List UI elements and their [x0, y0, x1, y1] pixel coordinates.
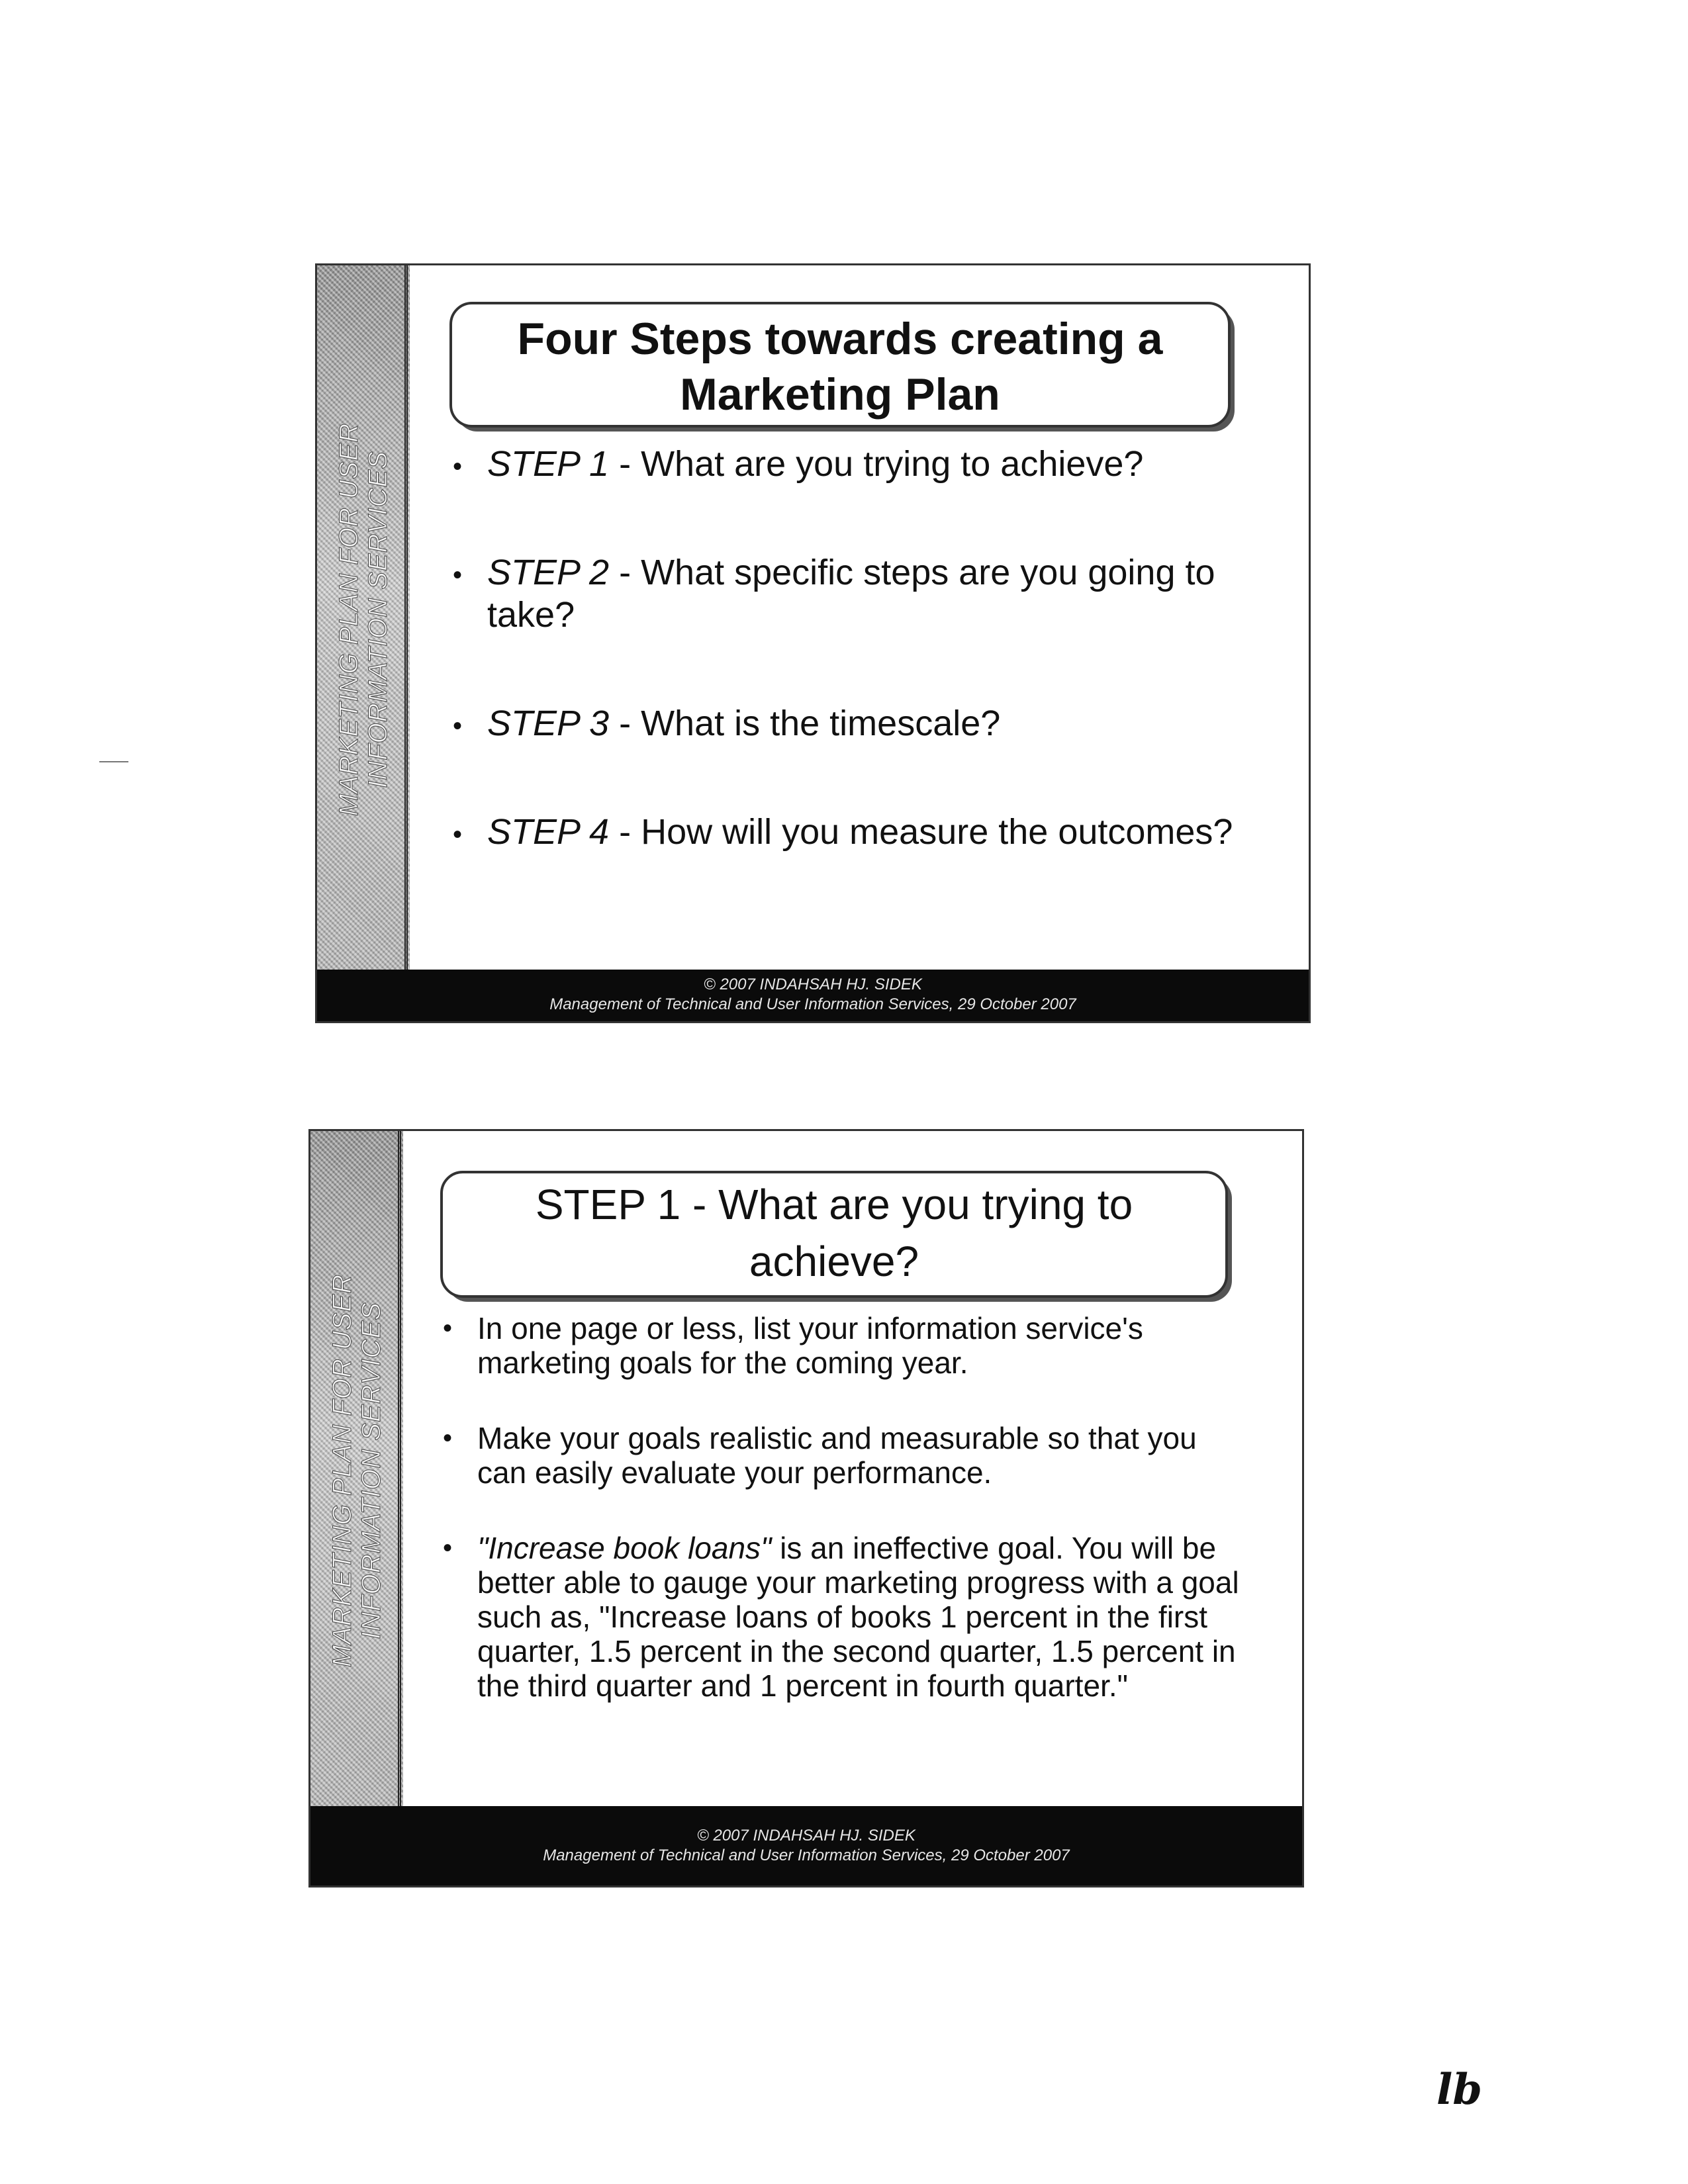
step-text: - What are you trying to achieve?	[609, 444, 1144, 484]
step-text: - What specific steps are you going to take?	[487, 553, 1215, 635]
bullet-icon: •	[453, 561, 463, 590]
slide-title-box	[449, 302, 1231, 428]
slide-title-line1: Four Steps towards creating a	[517, 314, 1163, 364]
step-label: STEP 3	[487, 704, 610, 743]
bullet-icon: •	[453, 452, 463, 481]
footer-copyright: © 2007 INDAHSAH HJ. SIDEK	[704, 976, 922, 993]
sidebar-caption	[334, 423, 393, 816]
scan-mark	[99, 761, 128, 762]
slide-step-1	[308, 1129, 1304, 1888]
sidebar-caption-line2: INFORMATION SERVICES	[363, 451, 393, 788]
goal-list	[443, 1311, 1250, 1744]
bullet-icon: •	[443, 1533, 453, 1563]
slide-title-box	[440, 1171, 1228, 1298]
slide-sidebar	[310, 1131, 403, 1810]
handwritten-mark: lb	[1436, 2065, 1483, 2115]
goal-item	[443, 1531, 1250, 1703]
slide-title-line2: achieve?	[749, 1238, 919, 1285]
step-item	[453, 811, 1247, 853]
step-label: STEP 2	[487, 553, 610, 592]
bullet-icon: •	[443, 1424, 453, 1453]
slide-footer	[317, 970, 1309, 1021]
slide-four-steps	[315, 263, 1311, 1023]
slide-footer	[310, 1806, 1302, 1886]
bullet-icon: •	[453, 820, 463, 849]
sidebar-divider	[404, 265, 408, 974]
step-item	[453, 443, 1247, 485]
step-text: - What is the timescale?	[609, 704, 1001, 743]
step-item	[453, 702, 1247, 745]
goal-text: Make your goals realistic and measurable so that you can easily evaluate your performance.	[477, 1421, 1197, 1490]
sidebar-divider	[398, 1131, 401, 1810]
step-text: - How will you measure the outcomes?	[609, 812, 1233, 852]
goal-quote: "Increase book loans"	[477, 1531, 772, 1565]
footer-event: Management of Technical and User Information Services, 29 October 2007	[543, 1846, 1070, 1864]
step-label: STEP 1	[487, 444, 610, 484]
sidebar-caption	[328, 1274, 386, 1667]
slide-title-line2: Marketing Plan	[680, 369, 1000, 420]
step-list	[453, 443, 1247, 919]
footer-event: Management of Technical and User Information Services, 29 October 2007	[549, 995, 1076, 1013]
step-label: STEP 4	[487, 812, 610, 852]
sidebar-caption-line1: MARKETING PLAN FOR USER	[334, 422, 363, 817]
goal-item	[443, 1421, 1250, 1490]
sidebar-caption-line1: MARKETING PLAN FOR USER	[328, 1273, 357, 1668]
slide-sidebar	[317, 265, 410, 974]
footer-copyright: © 2007 INDAHSAH HJ. SIDEK	[697, 1827, 915, 1844]
goal-item	[443, 1311, 1250, 1380]
goal-text: In one page or less, list your information service's marketing goals for the coming year.	[477, 1311, 1143, 1380]
sidebar-caption-line2: INFORMATION SERVICES	[357, 1302, 386, 1639]
bullet-icon: •	[453, 711, 463, 741]
bullet-icon: •	[443, 1314, 453, 1343]
slide-title-line1: STEP 1 - What are you trying to	[535, 1181, 1133, 1228]
goal-text: is an ineffective goal. You will be better able to gauge your marketing progress with a goal such as, "Increase loans of books 1 percent in the first quarter, 1.5 percent in the second quarter, 1.5 percent in the third quarter and 1 percent in fourth quarter."	[477, 1531, 1239, 1703]
step-item	[453, 551, 1247, 636]
